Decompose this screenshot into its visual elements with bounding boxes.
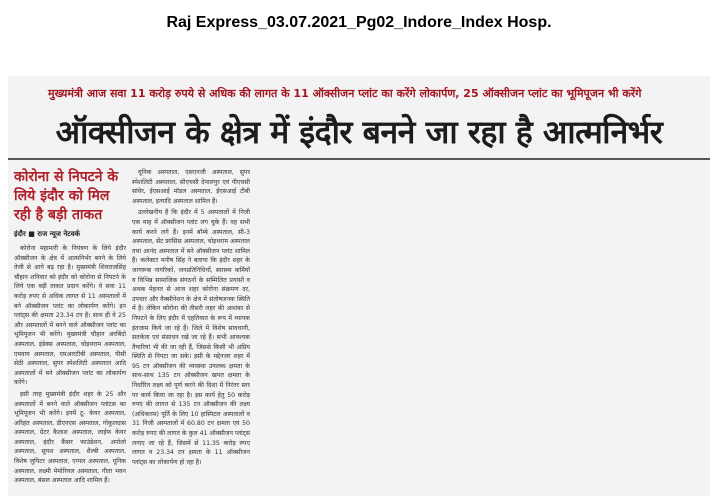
headline-rule	[8, 158, 710, 160]
article-column-2	[132, 168, 250, 493]
article-subhead: कोरोना से निपटने के लिये इंदौर को मिल रही है बड़ी ताकत	[14, 169, 119, 223]
page-caption: Raj Express_03.07.2021_Pg02_Indore_Index Hosp.	[166, 14, 552, 31]
article-headline: ऑक्सीजन के क्षेत्र में इंदौर बनने जा रहा है आत्मनिर्भर	[55, 113, 663, 151]
column-1-paragraph-2: इसी तरह मुख्यमंत्री इंदौर शहर के 25 और अस्पतालों में बनने वाले ऑक्सीजन प्लांटस का भूमिपूजन भी करेंगे। इनमें टू- केयर अस्पताल, अरिहंत अस्पताल, डीएनएस अस्पताल, गोकुलदास अस्पताल, ग्रेटर कैलाश अस्पताल, लाईफ केयर अस्पताल, इंदौर कैंसर फाउंडेशन, अपोलो अस्पताल, सुयश अस्पताल, शैल्बी अस्पताल, विशेष जुपिटर अस्पताल, एप्पल अस्पताल, यूनिक अस्पताल, लक्ष्मी मेमोरियल अस्पताल, गीता भवन अस्पताल, बंसल अस्पताल आदि शामिल हैं।	[14, 390, 126, 485]
article-kicker: मुख्यमंत्री आज सवा 11 करोड़ रुपये से अधिक की लागत के 11 ऑक्सीजन प्लांट का करेंगे लोकार्पण, 25 ऑक्सीजन प्लांट का भूमिपूजन भी करेंगे	[48, 87, 642, 100]
article-column-1	[14, 244, 126, 489]
column-2-paragraph-2: उल्लेखनीय है कि इंदौर में 5 अस्पतालों में निजी एक माह में ऑक्सीजन प्लांट लग चुके हैं। वह सभी कार्य करने लगे हैं। इनमें बॉम्बे अस्पताल, सी-3 अस्पताल, सेंट फ्रांसिस अस्पताल, चोइथराम अस्पताल तथा आनंद अस्पताल में बने ऑक्सीजन प्लांट शामिल हैं। कलेक्टर मनीष सिंह ने बताया कि इंदौर शहर के जागरूक नागरिकों, जनप्रतिनिधियों, स्वास्थ्य कर्मियों व विभिन्न सामाजिक संगठनों के सम्मिलित प्रयासों व अथक मेहनत से आज शहर कोरोना संक्रमण दर, उपचार और वैक्सीनेशन के क्षेत्र में संतोषजनक स्थिति में है। लेकिन कोरोना की तीसरी लहर की आशंका से निपटने के लिए इंदौर में एहतियात के रूप में व्यापक इंतजाम किये जा रहे हैं। जिले में विशेष सावधानी, सतर्कता एवं संसाधन रखे जा रहे हैं। सभी आवश्यक तैयारियां भी की जा रही हैं, जिससे किसी भी अप्रिय स्थिति से निपटा जा सके। इसी के मद्देनजर शहर में 95 टन ऑक्सीजन की व्यवस्था उपलब्ध क्षमता के साथ-साथ 135 टन ऑक्सीजन खपत क्षमता के निर्धारित लक्ष्य को पूर्ण करने की दिशा में निरंतर स्तर पर कार्य किया जा रहा है। इस कार्य हेतु 50 करोड़ रुपए की लागत से 135 टन ऑक्सीजन की लक्ष्य (अधिकतम) पूर्ति के लिए 10 हास्पिटल अस्पतालों व 31 निजी अस्पतालों में 60.80 टन क्षमता एवं 50 करोड़ रुपए की लागत के कुल 41 ऑक्सीजन प्लांट्स लगाए जा रहे हैं, जिसमें से 11.35 करोड़ रुपए लागत व 23.34 टन क्षमता के 11 ऑक्सीजन प्लांट्स का लोकार्पण हो रहा है।	[132, 209, 250, 466]
newspaper-clipping	[8, 76, 710, 496]
article-byline: इंदौर ■ राज न्यूज नेटवर्क	[14, 230, 81, 238]
column-1-paragraph-1: कोरोना महामारी के नियंत्रण के लिये इंदौर ऑक्सीजन के क्षेत्र में आत्मनिर्भर बनने के लिये तेजी से आगे बढ़ रहा है। मुख्यमंत्री शिवराजसिंह चौहान शनिवार को इंदौर को कोरोना से निपटने के लिये एक बड़ी ताकत प्रदान करेंगे। वे सवा 11 करोड़ रुपए से अधिक लागत से 11 अस्पतालों में बने ऑक्सीजन प्लांट का लोकार्पण करेंगे। इन प्लांट्स की क्षमता 23.34 टन है। साथ ही वे 25 और अस्पतालों में बनने वाले ऑक्सीजन प्लांट का भूमिपूजन भी करेंगे। मुख्यमंत्री चौहान अरबिंदो अस्पताल, इंडेक्स अस्पताल, चोइथराम अस्पताल, एमवाय अस्पताल, एमआरटीबी अस्पताल, पीसी सेठी अस्पताल, सुपर स्पेशलिटी अस्पताल आदि अस्पतालों में बने ऑक्सीजन प्लांट का लोकार्पण करेंगे।	[14, 245, 126, 387]
column-2-paragraph-1: यूनिक अस्पताल, एसएनजी अस्पताल, सुपर स्पेशलिटी अस्पताल, सीएचसी देपालपुर एवं पीएचसी सांवेर, ईएसआई मॉडल अस्पताल, ईएसआई टीबी अस्पताल, इत्यादि अस्पताल शामिल हैं।	[132, 169, 250, 205]
